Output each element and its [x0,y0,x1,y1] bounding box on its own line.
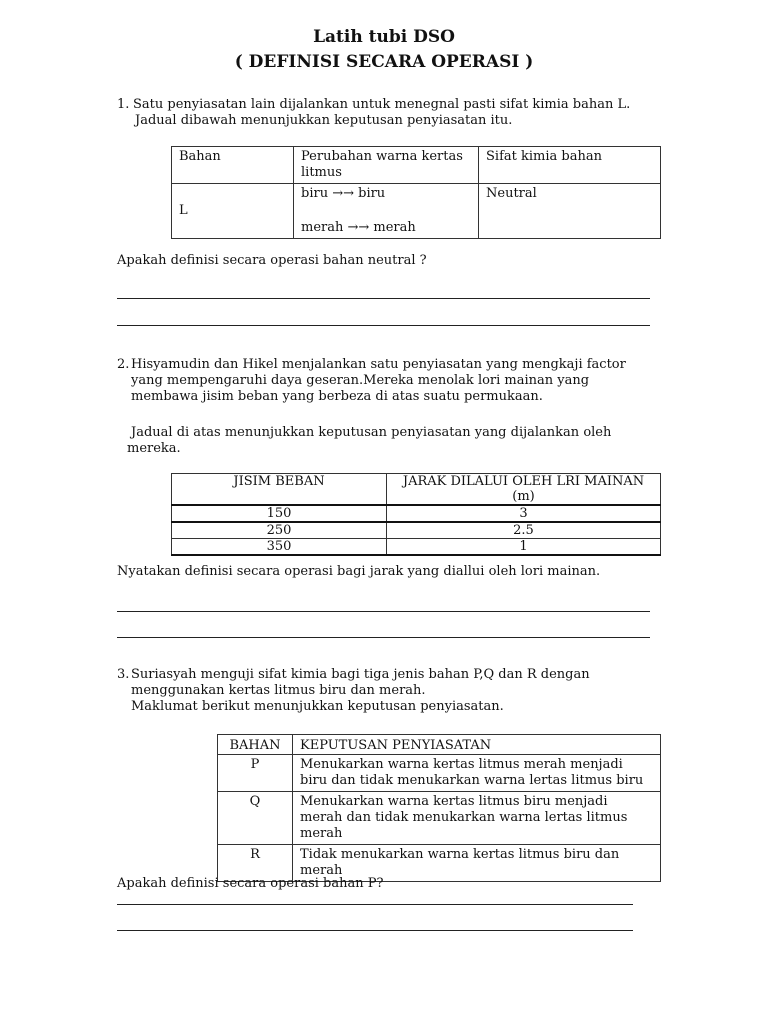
q3-answer-line-1[interactable] [117,904,633,905]
q1-question: Apakah definisi secara operasi bahan neutral ? [117,253,427,268]
q3-text-line2: menggunakan kertas litmus biru dan merah. [131,683,426,698]
q1-text-line2: Jadual dibawah menunjukkan keputusan penyiasatan itu. [135,113,513,128]
q3-header-bahan: BAHAN [218,735,293,755]
q1-answer-line-1[interactable] [117,298,650,299]
q2-text-line1: Hisyamudin dan Hikel menjalankan satu penyiasatan yang mengkaji factor [131,357,626,372]
q2-table [171,473,661,556]
q2-question: Nyatakan definisi secara operasi bagi jarak yang diallui oleh lori mainan. [117,564,601,579]
table-header-row [172,147,661,184]
q2-text-line2: yang mempengaruhi daya geseran.Mereka menolak lori mainan yang [131,373,590,388]
q2-text-line3: membawa jisim beban yang berbeza di atas suatu permukaan. [131,389,543,404]
table-row [218,755,661,792]
q3-cell-keputusan: Menukarkan warna kertas litmus merah menjadi biru dan tidak menukarkan warna lertas litmus biru [293,755,661,792]
q1-header-bahan: Bahan [172,147,294,184]
q1-header-perubahan: Perubahan warna kertas litmus [294,147,479,184]
page-title: Latih tubi DSO [313,27,455,47]
q3-cell-bahan: R [218,845,293,882]
table-header-row [172,474,661,506]
q2-cell-jarak: 2.5 [387,522,661,539]
q3-text-line1: Suriasyah menguji sifat kimia bagi tiga jenis bahan P,Q dan R dengan [131,667,590,682]
q1-cell-sifat: Neutral [479,184,661,239]
q1-cell-perubahan [294,184,479,239]
table-row [172,505,661,522]
q2-cell-jisim: 350 [172,539,387,556]
table-row [172,539,661,556]
q3-answer-line-2[interactable] [117,930,633,931]
q2-header-jisim: JISIM BEBAN [172,474,387,506]
q3-question: Apakah definisi secara operasi bahan P? [117,876,384,891]
q3-cell-keputusan: Menukarkan warna kertas litmus biru menjadi merah dan tidak menukarkan warna lertas litmus merah [293,792,661,845]
q2-cell-jisim: 250 [172,522,387,539]
q1-text-line1: Satu penyiasatan lain dijalankan untuk menegnal pasti sifat kimia bahan L. [133,97,631,112]
q3-cell-bahan: Q [218,792,293,845]
q3-table [217,734,661,882]
q2-header-jarak: JARAK DILALUI OLEH LRI MAINAN (m) [387,474,661,506]
q1-change-red: merah →→ merah [301,220,416,235]
page-subtitle: ( DEFINISI SECARA OPERASI ) [234,52,534,72]
q2-answer-line-2[interactable] [117,637,650,638]
q1-change-blue: biru →→ biru [301,186,386,201]
q1-answer-line-2[interactable] [117,325,650,326]
q1-cell-bahan: L [172,184,294,239]
q1-header-sifat: Sifat kimia bahan [479,147,661,184]
q3-text-line3: Maklumat berikut menunjukkan keputusan penyiasatan. [131,699,504,714]
table-row [172,184,661,239]
q2-cell-jarak: 3 [387,505,661,522]
q2-number: 2. [117,357,130,372]
table-header-row [218,735,661,755]
q2-text-line5: mereka. [127,441,181,456]
q1-number: 1. [117,97,130,112]
q2-text-line4: Jadual di atas menunjukkan keputusan penyiasatan yang dijalankan oleh [131,425,612,440]
q2-cell-jarak: 1 [387,539,661,556]
q2-answer-line-1[interactable] [117,611,650,612]
table-row [218,792,661,845]
q2-cell-jisim: 150 [172,505,387,522]
q3-header-keputusan: KEPUTUSAN PENYIASATAN [293,735,661,755]
q3-cell-keputusan: Tidak menukarkan warna kertas litmus biru dan merah [293,845,661,882]
q1-table [171,146,661,239]
table-row [172,522,661,539]
q3-number: 3. [117,667,130,682]
q3-cell-bahan: P [218,755,293,792]
